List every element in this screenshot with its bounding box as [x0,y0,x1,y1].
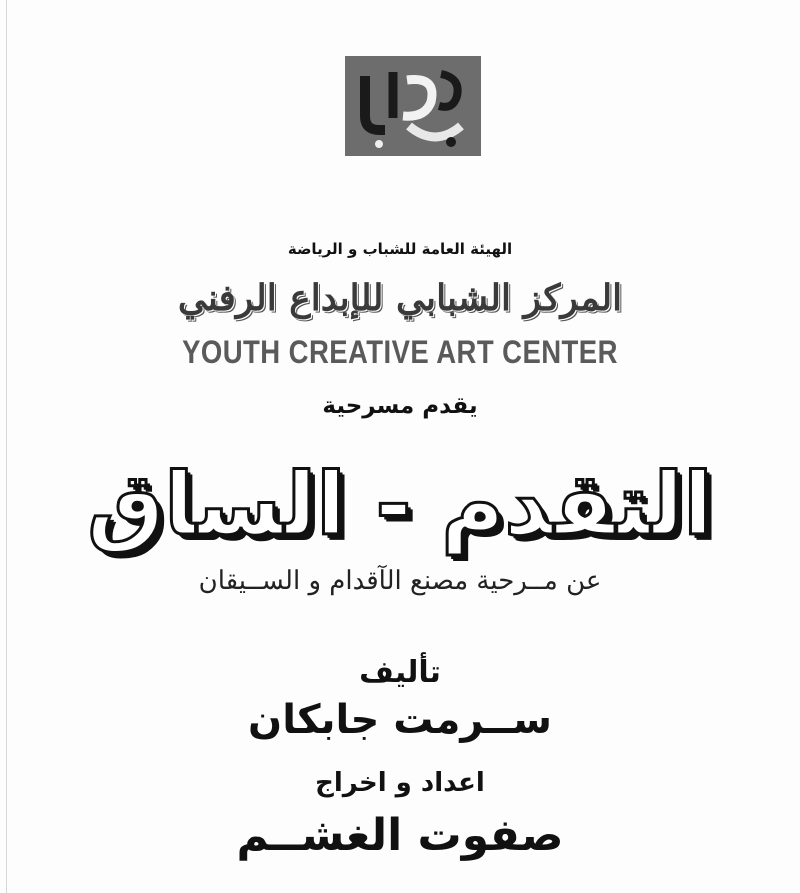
center-name-arabic: المركز الشبابي للإبداع الرفني [177,277,623,319]
play-subtitle: عن مــرحية مصنع الآقدام و الســيقان [198,566,602,596]
author-label: تأليف [359,655,441,690]
presents-text: يقدم مسرحية [322,393,478,419]
director-label: اعداد و اخراج [315,768,485,798]
calligraphy-logo-icon [345,56,481,156]
play-title: التقدم - الساق [87,455,713,555]
scan-edge-line [6,0,7,893]
center-name-english: YOUTH CREATIVE ART CENTER [182,334,618,370]
author-name: ســرمت جابكان [248,697,552,743]
authority-name: الهيئة العامة للشباب و الرياضة [287,240,513,258]
director-name: صفوت الغشــم [236,810,564,861]
